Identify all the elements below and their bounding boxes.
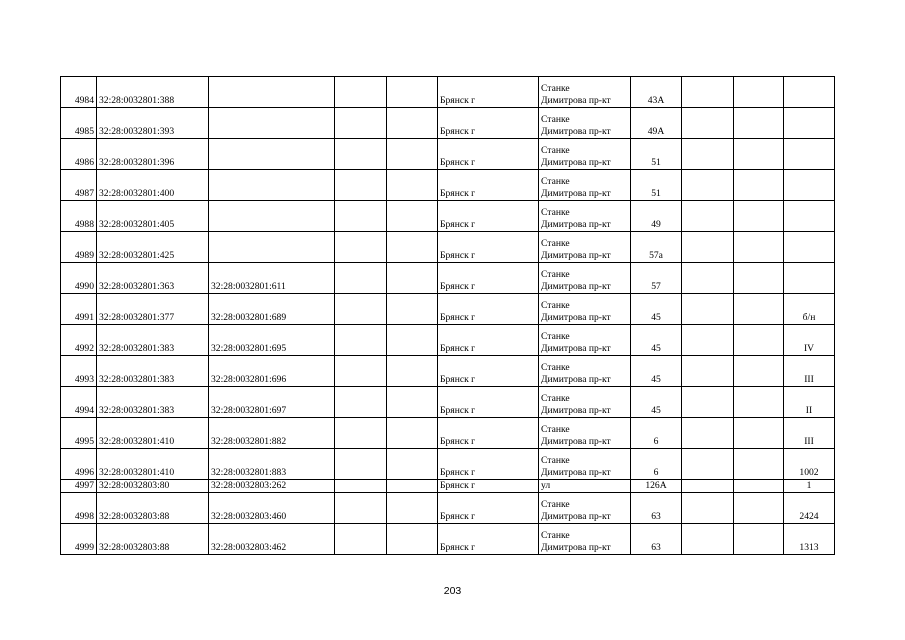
apartment-cell: III <box>784 418 835 449</box>
empty-cell <box>682 294 734 325</box>
empty-cell <box>387 201 438 232</box>
city-cell: Брянск г <box>438 493 539 524</box>
row-number-cell: 4994 <box>61 387 97 418</box>
cadastral-number-cell: 32:28:0032803:80 <box>97 480 209 493</box>
street-line: Станке <box>541 424 570 435</box>
street-cell <box>539 201 631 232</box>
row-number-cell: 4988 <box>61 201 97 232</box>
street-line: Станке <box>541 176 570 187</box>
empty-cell <box>682 480 734 493</box>
empty-cell <box>682 524 734 555</box>
empty-cell <box>387 170 438 201</box>
city-cell: Брянск г <box>438 139 539 170</box>
city-cell: Брянск г <box>438 263 539 294</box>
street-line: Станке <box>541 269 570 280</box>
house-number-cell: 43А <box>631 77 682 108</box>
empty-cell <box>335 139 387 170</box>
city-cell: Брянск г <box>438 356 539 387</box>
house-number-cell: 49 <box>631 201 682 232</box>
table-row <box>61 418 835 449</box>
empty-cell <box>734 356 784 387</box>
row-number-cell: 4995 <box>61 418 97 449</box>
city-cell: Брянск г <box>438 387 539 418</box>
street-cell <box>539 325 631 356</box>
street-cell <box>539 263 631 294</box>
page-number: 203 <box>443 585 462 597</box>
street-cell <box>539 449 631 480</box>
object-cadastral-number-cell <box>209 170 335 201</box>
house-number-cell: 45 <box>631 294 682 325</box>
empty-cell <box>335 263 387 294</box>
empty-cell <box>682 170 734 201</box>
empty-cell <box>682 356 734 387</box>
row-number-cell: 4990 <box>61 263 97 294</box>
table-row <box>61 493 835 524</box>
cadastral-number-cell: 32:28:0032801:383 <box>97 325 209 356</box>
empty-cell <box>682 232 734 263</box>
empty-cell <box>335 387 387 418</box>
street-line: Димитрова пр-кт <box>541 126 611 137</box>
cadastral-number-cell: 32:28:0032803:88 <box>97 524 209 555</box>
house-number-cell: 51 <box>631 170 682 201</box>
empty-cell <box>335 524 387 555</box>
house-number-cell: 45 <box>631 356 682 387</box>
city-cell: Брянск г <box>438 294 539 325</box>
object-cadastral-number-cell <box>209 232 335 263</box>
empty-cell <box>335 418 387 449</box>
empty-cell <box>387 108 438 139</box>
house-number-cell: 49А <box>631 108 682 139</box>
table-row <box>61 232 835 263</box>
street-cell <box>539 387 631 418</box>
street-cell <box>539 480 631 493</box>
empty-cell <box>335 108 387 139</box>
empty-cell <box>335 325 387 356</box>
cadastral-number-cell: 32:28:0032801:383 <box>97 356 209 387</box>
empty-cell <box>387 294 438 325</box>
city-cell: Брянск г <box>438 108 539 139</box>
street-line: Димитрова пр-кт <box>541 511 611 522</box>
row-number-cell: 4986 <box>61 139 97 170</box>
street-line: Димитрова пр-кт <box>541 374 611 385</box>
city-cell: Брянск г <box>438 170 539 201</box>
object-cadastral-number-cell: 32:28:0032801:611 <box>209 263 335 294</box>
empty-cell <box>734 524 784 555</box>
city-cell: Брянск г <box>438 325 539 356</box>
object-cadastral-number-cell <box>209 108 335 139</box>
street-line: Станке <box>541 455 570 466</box>
table-row <box>61 170 835 201</box>
row-number-cell: 4984 <box>61 77 97 108</box>
registry-table <box>60 76 835 555</box>
city-cell: Брянск г <box>438 77 539 108</box>
apartment-cell: 2424 <box>784 493 835 524</box>
empty-cell <box>335 449 387 480</box>
empty-cell <box>682 139 734 170</box>
object-cadastral-number-cell <box>209 139 335 170</box>
empty-cell <box>682 387 734 418</box>
empty-cell <box>387 493 438 524</box>
empty-cell <box>387 232 438 263</box>
house-number-cell: 57а <box>631 232 682 263</box>
cadastral-number-cell: 32:28:0032801:383 <box>97 387 209 418</box>
apartment-cell <box>784 108 835 139</box>
street-line: Станке <box>541 331 570 342</box>
street-line: Станке <box>541 83 570 94</box>
object-cadastral-number-cell <box>209 201 335 232</box>
apartment-cell: 1002 <box>784 449 835 480</box>
empty-cell <box>734 232 784 263</box>
street-cell <box>539 77 631 108</box>
street-cell <box>539 108 631 139</box>
house-number-cell: 45 <box>631 325 682 356</box>
table-row <box>61 139 835 170</box>
empty-cell <box>387 387 438 418</box>
empty-cell <box>335 493 387 524</box>
apartment-cell: IV <box>784 325 835 356</box>
empty-cell <box>387 77 438 108</box>
row-number-cell: 4989 <box>61 232 97 263</box>
street-cell <box>539 139 631 170</box>
house-number-cell: 63 <box>631 524 682 555</box>
street-line: Станке <box>541 114 570 125</box>
apartment-cell: III <box>784 356 835 387</box>
registry-table-body <box>61 77 835 555</box>
table-row <box>61 325 835 356</box>
table-row <box>61 480 835 493</box>
empty-cell <box>734 493 784 524</box>
empty-cell <box>734 294 784 325</box>
empty-cell <box>682 77 734 108</box>
empty-cell <box>682 418 734 449</box>
apartment-cell <box>784 232 835 263</box>
row-number-cell: 4999 <box>61 524 97 555</box>
street-line: Станке <box>541 362 570 373</box>
street-cell <box>539 232 631 263</box>
empty-cell <box>682 493 734 524</box>
apartment-cell: 1313 <box>784 524 835 555</box>
house-number-cell: 51 <box>631 139 682 170</box>
empty-cell <box>335 294 387 325</box>
apartment-cell: б/н <box>784 294 835 325</box>
house-number-cell: 6 <box>631 449 682 480</box>
object-cadastral-number-cell <box>209 77 335 108</box>
cadastral-number-cell: 32:28:0032801:363 <box>97 263 209 294</box>
empty-cell <box>682 449 734 480</box>
empty-cell <box>387 480 438 493</box>
street-line: Димитрова пр-кт <box>541 157 611 168</box>
apartment-cell: II <box>784 387 835 418</box>
empty-cell <box>682 108 734 139</box>
street-line: Станке <box>541 238 570 249</box>
house-number-cell: 45 <box>631 387 682 418</box>
cadastral-number-cell: 32:28:0032801:405 <box>97 201 209 232</box>
table-row <box>61 263 835 294</box>
apartment-cell <box>784 201 835 232</box>
city-cell: Брянск г <box>438 524 539 555</box>
empty-cell <box>682 201 734 232</box>
street-line: Димитрова пр-кт <box>541 405 611 416</box>
cadastral-number-cell: 32:28:0032801:377 <box>97 294 209 325</box>
object-cadastral-number-cell: 32:28:0032801:883 <box>209 449 335 480</box>
empty-cell <box>734 418 784 449</box>
street-line: Станке <box>541 499 570 510</box>
empty-cell <box>734 449 784 480</box>
city-cell: Брянск г <box>438 201 539 232</box>
house-number-cell: 126А <box>631 480 682 493</box>
house-number-cell: 63 <box>631 493 682 524</box>
empty-cell <box>387 263 438 294</box>
object-cadastral-number-cell: 32:28:0032801:695 <box>209 325 335 356</box>
row-number-cell: 4996 <box>61 449 97 480</box>
empty-cell <box>335 232 387 263</box>
empty-cell <box>335 170 387 201</box>
cadastral-number-cell: 32:28:0032801:410 <box>97 449 209 480</box>
street-line: Станке <box>541 393 570 404</box>
empty-cell <box>734 263 784 294</box>
cadastral-number-cell: 32:28:0032801:388 <box>97 77 209 108</box>
table-row <box>61 77 835 108</box>
empty-cell <box>734 108 784 139</box>
table-row <box>61 524 835 555</box>
street-line: Димитрова пр-кт <box>541 542 611 553</box>
street-line: Димитрова пр-кт <box>541 188 611 199</box>
table-row <box>61 387 835 418</box>
street-line: Станке <box>541 145 570 156</box>
street-line: Димитрова пр-кт <box>541 95 611 106</box>
object-cadastral-number-cell: 32:28:0032803:262 <box>209 480 335 493</box>
empty-cell <box>335 480 387 493</box>
row-number-cell: 4987 <box>61 170 97 201</box>
street-line: Димитрова пр-кт <box>541 281 611 292</box>
object-cadastral-number-cell: 32:28:0032801:696 <box>209 356 335 387</box>
street-line: Димитрова пр-кт <box>541 219 611 230</box>
street-cell <box>539 356 631 387</box>
cadastral-number-cell: 32:28:0032801:400 <box>97 170 209 201</box>
empty-cell <box>387 449 438 480</box>
object-cadastral-number-cell: 32:28:0032803:460 <box>209 493 335 524</box>
house-number-cell: 6 <box>631 418 682 449</box>
cadastral-number-cell: 32:28:0032801:410 <box>97 418 209 449</box>
city-cell: Брянск г <box>438 449 539 480</box>
street-cell <box>539 170 631 201</box>
empty-cell <box>335 356 387 387</box>
empty-cell <box>734 170 784 201</box>
empty-cell <box>387 139 438 170</box>
street-cell <box>539 294 631 325</box>
row-number-cell: 4998 <box>61 493 97 524</box>
empty-cell <box>387 325 438 356</box>
empty-cell <box>734 139 784 170</box>
street-cell <box>539 418 631 449</box>
street-line: Димитрова пр-кт <box>541 436 611 447</box>
house-number-cell: 57 <box>631 263 682 294</box>
cadastral-number-cell: 32:28:0032801:425 <box>97 232 209 263</box>
street-line: Димитрова пр-кт <box>541 467 611 478</box>
row-number-cell: 4993 <box>61 356 97 387</box>
row-number-cell: 4991 <box>61 294 97 325</box>
table-row <box>61 201 835 232</box>
row-number-cell: 4997 <box>61 480 97 493</box>
empty-cell <box>335 77 387 108</box>
city-cell: Брянск г <box>438 418 539 449</box>
empty-cell <box>734 77 784 108</box>
cadastral-number-cell: 32:28:0032801:393 <box>97 108 209 139</box>
empty-cell <box>734 201 784 232</box>
empty-cell <box>387 524 438 555</box>
empty-cell <box>682 325 734 356</box>
city-cell: Брянск г <box>438 232 539 263</box>
empty-cell <box>734 325 784 356</box>
cadastral-number-cell: 32:28:0032801:396 <box>97 139 209 170</box>
table-row <box>61 356 835 387</box>
table-row <box>61 449 835 480</box>
street-line: Станке <box>541 530 570 541</box>
apartment-cell: 1 <box>784 480 835 493</box>
cadastral-number-cell: 32:28:0032803:88 <box>97 493 209 524</box>
street-line: Димитрова пр-кт <box>541 312 611 323</box>
street-line: Станке <box>541 207 570 218</box>
object-cadastral-number-cell: 32:28:0032801:689 <box>209 294 335 325</box>
street-line: Димитрова пр-кт <box>541 250 611 261</box>
apartment-cell <box>784 170 835 201</box>
apartment-cell <box>784 77 835 108</box>
city-cell: Брянск г <box>438 480 539 493</box>
empty-cell <box>335 201 387 232</box>
row-number-cell: 4992 <box>61 325 97 356</box>
street-line: Димитрова пр-кт <box>541 343 611 354</box>
empty-cell <box>387 356 438 387</box>
street-cell <box>539 493 631 524</box>
table-row <box>61 108 835 139</box>
street-line: ул <box>541 480 551 491</box>
row-number-cell: 4985 <box>61 108 97 139</box>
apartment-cell <box>784 139 835 170</box>
object-cadastral-number-cell: 32:28:0032801:882 <box>209 418 335 449</box>
empty-cell <box>682 263 734 294</box>
object-cadastral-number-cell: 32:28:0032803:462 <box>209 524 335 555</box>
object-cadastral-number-cell: 32:28:0032801:697 <box>209 387 335 418</box>
empty-cell <box>734 387 784 418</box>
street-line: Станке <box>541 300 570 311</box>
empty-cell <box>387 418 438 449</box>
empty-cell <box>734 480 784 493</box>
apartment-cell <box>784 263 835 294</box>
table-row <box>61 294 835 325</box>
street-cell <box>539 524 631 555</box>
